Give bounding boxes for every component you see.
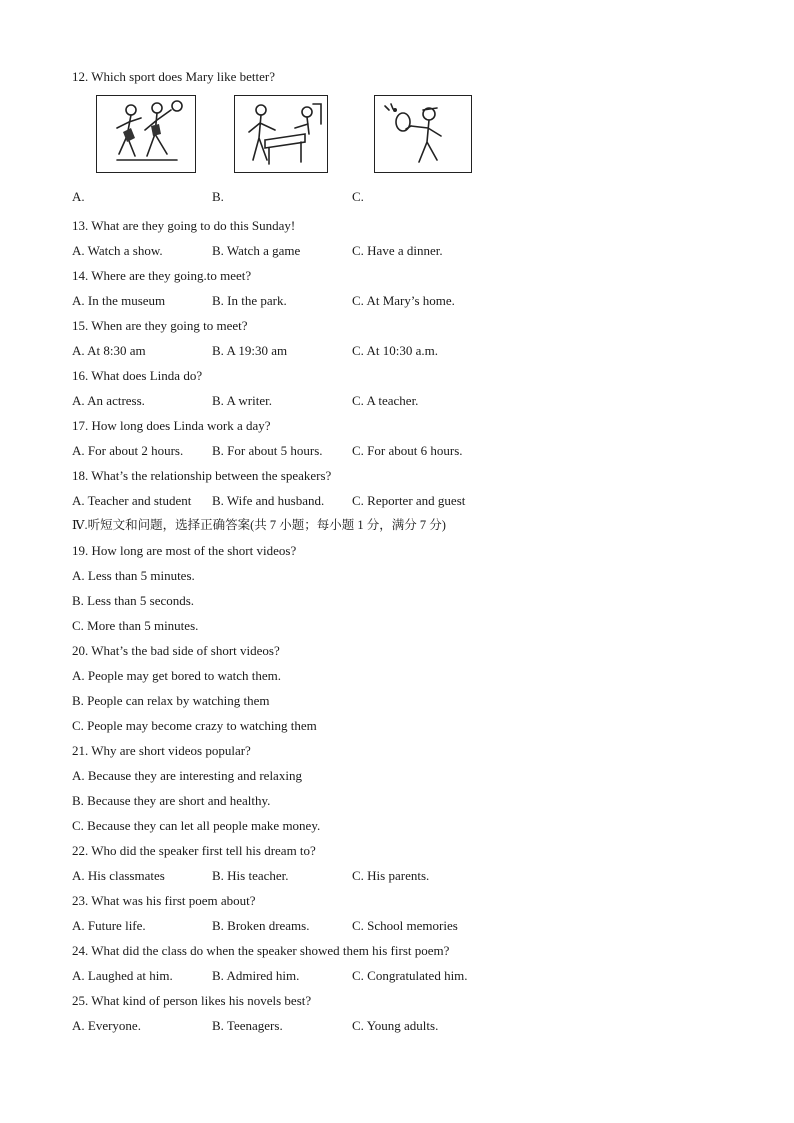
option-b[interactable]: B. Teenagers. xyxy=(212,1018,283,1033)
options-13 xyxy=(72,238,732,263)
table-tennis-players-picture[interactable] xyxy=(234,95,328,173)
options-16 xyxy=(72,388,732,413)
option-c[interactable]: C. More than 5 minutes. xyxy=(72,618,199,633)
question-24: 24. What did the class do when the speaker showed them his first poem? xyxy=(72,943,450,958)
options-14 xyxy=(72,288,732,313)
option-a[interactable]: A. In the museum xyxy=(72,293,166,308)
question-16: 16. What does Linda do? xyxy=(72,368,203,383)
option-a[interactable]: A. An actress. xyxy=(72,393,145,408)
question-20: 20. What’s the bad side of short videos? xyxy=(72,643,280,658)
question-18: 18. What’s the relationship between the speakers? xyxy=(72,468,332,483)
option-b[interactable]: B. For about 5 hours. xyxy=(212,443,323,458)
option-c[interactable]: C. School memories xyxy=(352,918,458,933)
option-a[interactable]: A. Laughed at him. xyxy=(72,968,173,983)
option-b[interactable]: B. In the park. xyxy=(212,293,287,308)
option-c[interactable]: C. His parents. xyxy=(352,868,430,883)
question-21: 21. Why are short videos popular? xyxy=(72,743,251,758)
option-c[interactable]: C. Because they can let all people make money. xyxy=(72,818,321,833)
option-a[interactable]: A. For about 2 hours. xyxy=(72,443,184,458)
option-b[interactable]: B. A 19:30 am xyxy=(212,343,288,358)
question-25: 25. What kind of person likes his novels best? xyxy=(72,993,312,1008)
options-17 xyxy=(72,438,732,463)
option-a[interactable]: A. People may get bored to watch them. xyxy=(72,668,282,683)
option-a-label: A. xyxy=(72,189,85,204)
questions-22-25 xyxy=(72,838,732,1038)
option-c[interactable]: C. At Mary’s home. xyxy=(352,293,455,308)
questions-13-18 xyxy=(72,213,732,513)
option-c[interactable]: C. At 10:30 a.m. xyxy=(352,343,438,358)
option-c-label: C. xyxy=(352,189,364,204)
options-23 xyxy=(72,913,732,938)
option-b[interactable]: B. A writer. xyxy=(212,393,272,408)
option-b[interactable]: B. Because they are short and healthy. xyxy=(72,793,271,808)
option-b[interactable]: B. Wife and husband. xyxy=(212,493,325,508)
option-b[interactable]: B. Broken dreams. xyxy=(212,918,310,933)
question-19: 19. How long are most of the short videos? xyxy=(72,543,297,558)
tennis-player-picture[interactable] xyxy=(374,95,472,173)
options-25 xyxy=(72,1013,732,1038)
option-a[interactable]: A. Less than 5 minutes. xyxy=(72,568,195,583)
exam-page xyxy=(72,64,732,1038)
options-22 xyxy=(72,863,732,888)
question-23: 23. What was his first poem about? xyxy=(72,893,256,908)
option-a[interactable]: A. Everyone. xyxy=(72,1018,141,1033)
question-17: 17. How long does Linda work a day? xyxy=(72,418,271,433)
option-c[interactable]: C. A teacher. xyxy=(352,393,419,408)
option-b-label: B. xyxy=(212,189,224,204)
options-18 xyxy=(72,488,732,513)
option-a[interactable]: A. At 8:30 am xyxy=(72,343,146,358)
option-b[interactable]: B. Watch a game xyxy=(212,243,301,258)
question-12-pictures xyxy=(72,95,732,203)
basketball-players-picture[interactable] xyxy=(96,95,196,173)
option-c[interactable]: C. Have a dinner. xyxy=(352,243,443,258)
question-22: 22. Who did the speaker first tell his dream to? xyxy=(72,843,316,858)
question-12: 12. Which sport does Mary like better? xyxy=(72,69,276,84)
option-a[interactable]: A. Watch a show. xyxy=(72,243,163,258)
questions-19-21 xyxy=(72,538,732,838)
option-b[interactable]: B. His teacher. xyxy=(212,868,289,883)
option-a[interactable]: A. Because they are interesting and relaxing xyxy=(72,768,302,783)
option-c[interactable]: C. Congratulated him. xyxy=(352,968,468,983)
option-b[interactable]: B. People can relax by watching them xyxy=(72,693,270,708)
question-14: 14. Where are they going.to meet? xyxy=(72,268,252,283)
section-4-heading: Ⅳ.听短文和问题，选择正确答案(共 7 小题；每小题 1 分，满分 7 分) xyxy=(72,518,446,532)
option-a[interactable]: A. Future life. xyxy=(72,918,146,933)
option-b[interactable]: B. Admired him. xyxy=(212,968,300,983)
option-a[interactable]: A. Teacher and student xyxy=(72,493,192,508)
options-15 xyxy=(72,338,732,363)
option-c[interactable]: C. For about 6 hours. xyxy=(352,443,463,458)
option-b[interactable]: B. Less than 5 seconds. xyxy=(72,593,195,608)
option-c[interactable]: C. Reporter and guest xyxy=(352,493,466,508)
option-c[interactable]: C. Young adults. xyxy=(352,1018,439,1033)
question-13: 13. What are they going to do this Sunday! xyxy=(72,218,296,233)
option-a[interactable]: A. His classmates xyxy=(72,868,165,883)
option-c[interactable]: C. People may become crazy to watching them xyxy=(72,718,317,733)
options-24 xyxy=(72,963,732,988)
question-15: 15. When are they going to meet? xyxy=(72,318,248,333)
